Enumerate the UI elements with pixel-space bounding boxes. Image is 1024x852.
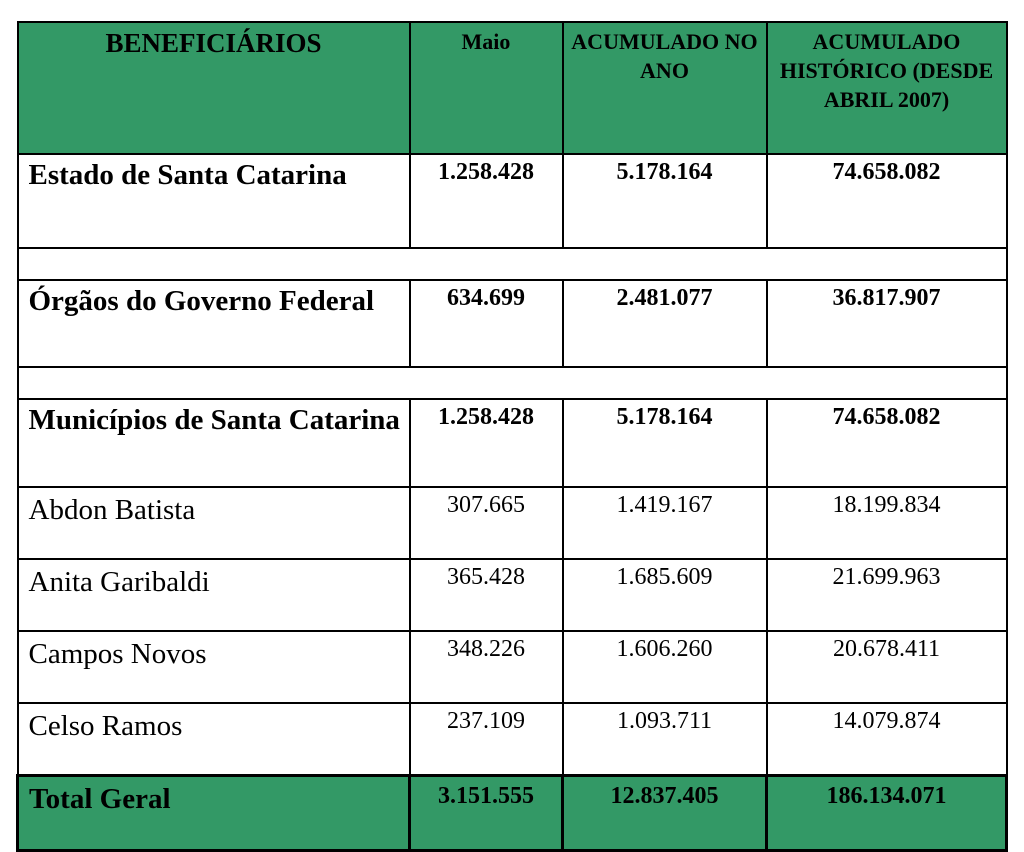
total-maio: 3.151.555 (410, 776, 563, 851)
row-label: Estado de Santa Catarina (18, 154, 410, 248)
row-historico: 18.199.834 (767, 487, 1007, 559)
row-maio: 348.226 (410, 631, 563, 703)
row-ano: 5.178.164 (563, 399, 767, 487)
row-historico: 74.658.082 (767, 154, 1007, 248)
beneficiarios-table (16, 21, 1008, 852)
table-row (18, 631, 1007, 703)
row-label: Anita Garibaldi (18, 559, 410, 631)
row-ano: 1.093.711 (563, 703, 767, 776)
row-label: Municípios de Santa Catarina (18, 399, 410, 487)
row-maio: 1.258.428 (410, 399, 563, 487)
total-historico: 186.134.071 (767, 776, 1007, 851)
row-maio: 307.665 (410, 487, 563, 559)
row-historico: 20.678.411 (767, 631, 1007, 703)
total-row (18, 776, 1007, 851)
header-row (18, 22, 1007, 154)
total-ano: 12.837.405 (563, 776, 767, 851)
row-ano: 5.178.164 (563, 154, 767, 248)
row-ano: 1.685.609 (563, 559, 767, 631)
row-label: Campos Novos (18, 631, 410, 703)
row-maio: 634.699 (410, 280, 563, 367)
table-row (18, 487, 1007, 559)
row-ano: 1.606.260 (563, 631, 767, 703)
spacer-row (18, 367, 1007, 399)
row-historico: 21.699.963 (767, 559, 1007, 631)
row-label: Abdon Batista (18, 487, 410, 559)
header-maio: Maio (410, 22, 563, 154)
table-row (18, 154, 1007, 248)
table-row (18, 280, 1007, 367)
table-row (18, 703, 1007, 776)
row-ano: 2.481.077 (563, 280, 767, 367)
row-label: Celso Ramos (18, 703, 410, 776)
row-historico: 14.079.874 (767, 703, 1007, 776)
spacer-row (18, 248, 1007, 280)
table-row (18, 559, 1007, 631)
row-maio: 1.258.428 (410, 154, 563, 248)
header-beneficiarios: BENEFICIÁRIOS (18, 22, 410, 154)
row-label: Órgãos do Governo Federal (18, 280, 410, 367)
total-label: Total Geral (18, 776, 410, 851)
table-row (18, 399, 1007, 487)
header-acumulado-ano: ACUMULADO NO ANO (563, 22, 767, 154)
row-maio: 237.109 (410, 703, 563, 776)
row-historico: 74.658.082 (767, 399, 1007, 487)
row-historico: 36.817.907 (767, 280, 1007, 367)
row-ano: 1.419.167 (563, 487, 767, 559)
row-maio: 365.428 (410, 559, 563, 631)
header-acumulado-historico: ACUMULADO HISTÓRICO (DESDE ABRIL 2007) (767, 22, 1007, 154)
